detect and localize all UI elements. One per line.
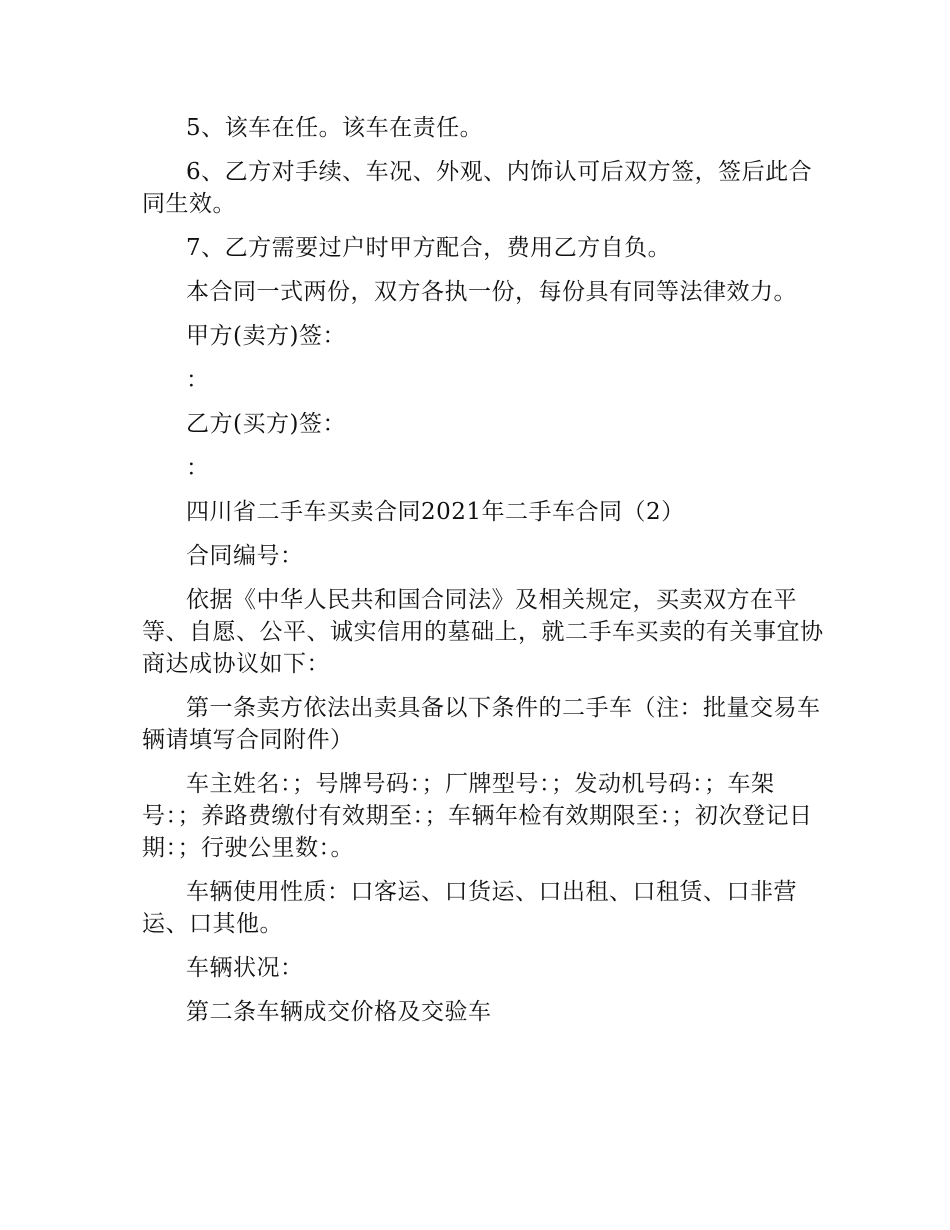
vehicle-condition: 车辆状况： <box>186 955 304 981</box>
clause-7: 7、乙方需要过户时甲方配合，费用乙方自负。 <box>186 235 672 261</box>
article-1: 第一条卖方依法出卖具备以下条件的二手车（注：批量交易车辆请填写合同附件） <box>142 695 821 753</box>
clause-6: 6、乙方对手续、车况、外观、内饰认可后双方签，签后此合同生效。 <box>142 159 813 217</box>
document-body <box>142 112 832 1040</box>
copies-statement: 本合同一式两份，双方各执一份，每份具有同等法律效力。 <box>186 279 797 305</box>
vehicle-info: 车主姓名：；号牌号码：；厂牌型号：；发动机号码：；车架号：；养路费缴付有效期至：；车辆年检有效期限至：；初次登记日期：；行驶公里数：。 <box>142 771 813 861</box>
preamble: 依据《中华人民共和国合同法》及相关规定，买卖双方在平等、自愿、公平、诚实信用的墓础上，就二手车买卖的有关事宜协商达成协议如下： <box>142 587 824 677</box>
article-2: 第二条车辆成交价格及交验车 <box>186 999 492 1025</box>
party-a-signature: 甲方(卖方)签： <box>186 323 346 349</box>
party-a-signature-line: ： <box>186 367 210 393</box>
party-b-signature: 乙方(买方)签： <box>186 411 346 437</box>
contract-number: 合同编号： <box>186 543 304 569</box>
party-b-signature-line: ： <box>186 455 210 481</box>
vehicle-usage: 车辆使用性质：口客运、口货运、口出租、口租赁、口非营运、口其他。 <box>142 879 797 937</box>
clause-5: 5、该车在任。该车在责任。 <box>186 115 484 141</box>
contract-title: 四川省二手车买卖合同2021年二手车合同（2） <box>186 499 685 525</box>
